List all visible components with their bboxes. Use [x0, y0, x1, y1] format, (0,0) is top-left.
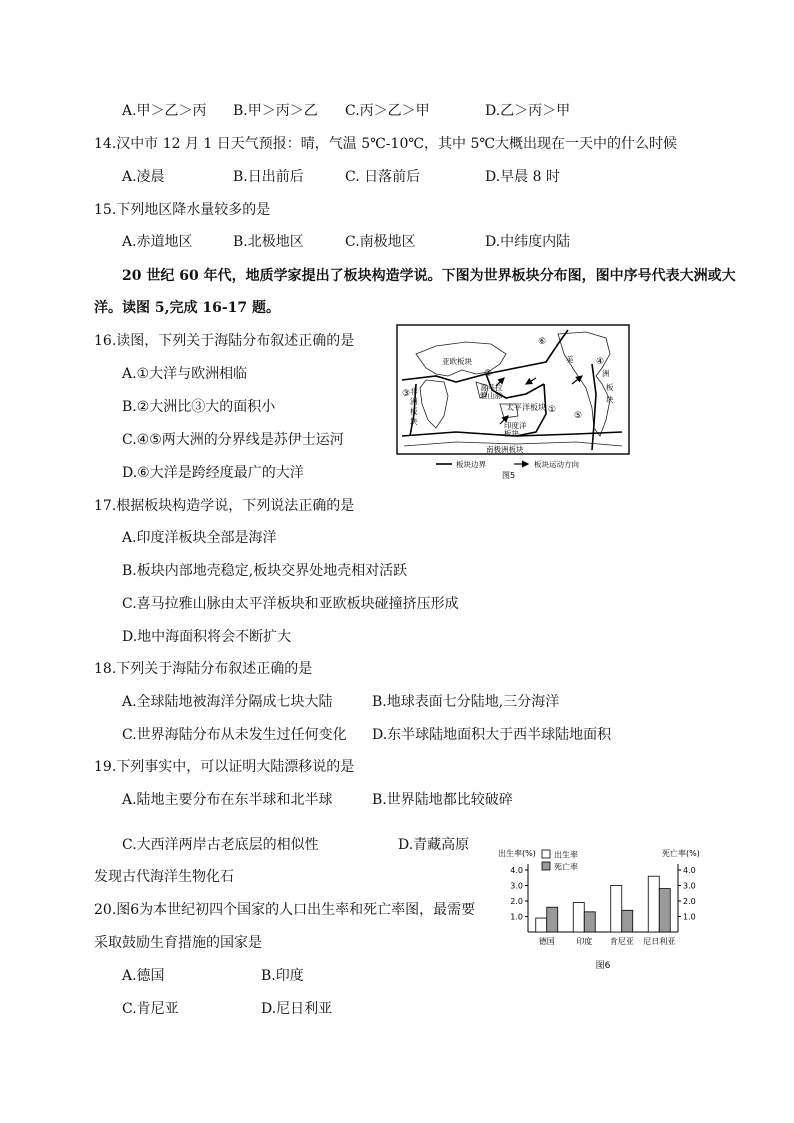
q15-option-c: C.南极地区	[345, 234, 416, 250]
q15-option-d: D.中纬度内陆	[485, 234, 571, 250]
q19-option-c: C.大西洋两岸古老底层的相似性	[122, 837, 319, 853]
q19-option-d-continued: 发现古代海洋生物化石	[94, 869, 234, 885]
q17-stem: 17.根据板块构造学说，下列说法正确的是	[94, 498, 355, 514]
q13-option-c: C.丙＞乙＞甲	[345, 103, 430, 119]
label-himalaya-2: 雅山脉	[480, 391, 503, 400]
left-tick-label: 4.0	[510, 866, 523, 875]
legend-motion: 板块运动方向	[534, 460, 579, 469]
bar-death-3	[659, 889, 670, 932]
q18-stem: 18.下列关于海陆分布叙述正确的是	[94, 661, 313, 677]
label-indian-plate-2: 板块	[504, 429, 519, 438]
q15-stem: 15.下列地区降水量较多的是	[94, 202, 271, 218]
legend-swatch-birth	[542, 850, 550, 858]
birth-death-rate-chart	[496, 836, 710, 986]
q18-option-d: D.东半球陆地面积大于西半球陆地面积	[372, 727, 612, 743]
left-tick-label: 1.0	[510, 912, 523, 922]
q20-option-a: A.德国	[122, 968, 165, 984]
label-n4: ④	[596, 357, 605, 367]
label-eurasian-plate: 亚欧板块	[442, 357, 472, 366]
label-africa-2: 洲	[410, 397, 418, 406]
right-tick-label: 2.0	[683, 897, 696, 906]
chart-caption: 图6	[595, 961, 611, 971]
label-america-1: 美	[566, 355, 574, 364]
q19-option-b: B.世界陆地都比较破碎	[372, 792, 513, 808]
q14-option-d: D.早晨 8 时	[485, 169, 560, 185]
category-label: 德国	[538, 937, 555, 946]
q15-option-a: A.赤道地区	[122, 234, 193, 250]
bar-birth-2	[611, 886, 622, 933]
q16-option-a: A.①大洋与欧洲相临	[122, 366, 248, 382]
legend-swatch-death	[542, 862, 550, 870]
category-label: 印度	[576, 937, 593, 946]
left-tick-label: 3.0	[510, 881, 523, 891]
right-axis-title: 死亡率(%)	[662, 849, 700, 858]
q15-option-b: B.北极地区	[233, 234, 304, 250]
legend-boundary: 板块边界	[456, 460, 486, 469]
label-n1: ①	[548, 405, 557, 415]
q16-option-d: D.⑥大洋是跨经度最广的大洋	[122, 465, 304, 481]
label-n2: ②	[484, 369, 493, 379]
q18-option-c: C.世界海陆分布从未发生过任何变化	[122, 727, 347, 743]
right-tick-label: 1.0	[683, 912, 696, 922]
label-america-2: 洲	[602, 369, 610, 378]
q20-option-d: D.尼日利亚	[261, 1001, 333, 1017]
category-label: 肯尼亚	[609, 937, 634, 946]
label-america-3: 板	[606, 383, 614, 392]
plate-map-figure	[396, 324, 630, 480]
q19-option-d: D.青藏高原	[398, 837, 470, 853]
q20-option-c: C.肯尼亚	[122, 1001, 179, 1017]
label-africa-1: 非	[410, 387, 418, 396]
q13-option-d: D.乙＞丙＞甲	[485, 103, 571, 119]
label-n3: ③	[402, 389, 411, 399]
intro-line-1: 20 世纪 60 年代，地质学家提出了板块构造学说。下图为世界板块分布图，图中序号代表大洲或大	[122, 268, 736, 284]
q19-option-a: A.陆地主要分布在东半球和北半球	[122, 792, 333, 808]
q13-option-b: B.甲＞丙＞乙	[233, 103, 318, 119]
q16-option-c: C.④⑤两大洲的分界线是苏伊士运河	[122, 432, 344, 448]
q18-option-a: A.全球陆地被海洋分隔成七块大陆	[122, 694, 333, 710]
right-tick-label: 4.0	[683, 866, 696, 875]
q16-option-b: B.②大洲比③大的面积小	[122, 399, 276, 415]
q16-stem: 16.读图，下列关于海陆分布叙述正确的是	[94, 333, 355, 349]
legend-label-birth: 出生率	[554, 850, 578, 860]
q14-option-b: B.日出前后	[233, 169, 304, 185]
q13-option-a: A.甲＞乙＞丙	[122, 103, 207, 119]
bar-birth-1	[573, 903, 584, 932]
q20-stem-line-1: 20.图6为本世纪初四个国家的人口出生率和死亡率图，最需要	[94, 902, 476, 918]
bar-birth-3	[648, 876, 659, 932]
right-tick-label: 3.0	[683, 881, 696, 891]
label-himalaya-1: 喜马拉	[480, 383, 503, 392]
label-pacific-plate: 太平洋板块	[506, 403, 546, 412]
label-n5: ⑤	[574, 411, 583, 421]
q14-option-a: A.凌晨	[122, 169, 165, 185]
bar-death-0	[547, 907, 558, 932]
q14-stem: 14.汉中市 12 月 1 日天气预报：晴，气温 5℃-10℃，其中 5℃大概出现在一天中的什么时候	[94, 136, 678, 152]
bar-death-2	[622, 910, 633, 932]
legend-label-death: 死亡率	[554, 862, 578, 872]
left-tick-label: 2.0	[510, 897, 523, 906]
q19-stem: 19.下列事实中，可以证明大陆漂移说的是	[94, 759, 355, 775]
q18-option-b: B.地球表面七分陆地,三分海洋	[372, 694, 560, 710]
category-label: 尼日利亚	[643, 937, 676, 946]
bar-death-1	[584, 912, 595, 932]
label-indian-plate-1: 印度洋	[504, 421, 527, 430]
label-africa-3: 板	[410, 407, 418, 416]
q17-option-b: B.板块内部地壳稳定,板块交界处地壳相对活跃	[122, 563, 408, 579]
q20-stem-line-2: 采取鼓励生育措施的国家是	[94, 935, 262, 951]
label-america-4: 块	[606, 395, 614, 404]
q17-option-a: A.印度洋板块全部是海洋	[122, 530, 277, 546]
left-axis-title: 出生率(%)	[498, 849, 536, 858]
q17-option-c: C.喜马拉雅山脉由太平洋板块和亚欧板块碰撞挤压形成	[122, 596, 459, 612]
label-antarctic-plate: 南极洲板块	[486, 445, 524, 454]
label-n6: ⑥	[538, 337, 547, 347]
q17-option-d: D.地中海面积将会不断扩大	[122, 629, 292, 645]
map-caption: 图5	[502, 471, 516, 480]
label-africa-4: 块	[410, 417, 418, 426]
bar-birth-0	[536, 918, 547, 932]
q14-option-c: C. 日落前后	[345, 169, 421, 185]
intro-line-2: 洋。读图 5,完成 16-17 题。	[94, 300, 281, 316]
q20-option-b: B.印度	[261, 968, 304, 984]
